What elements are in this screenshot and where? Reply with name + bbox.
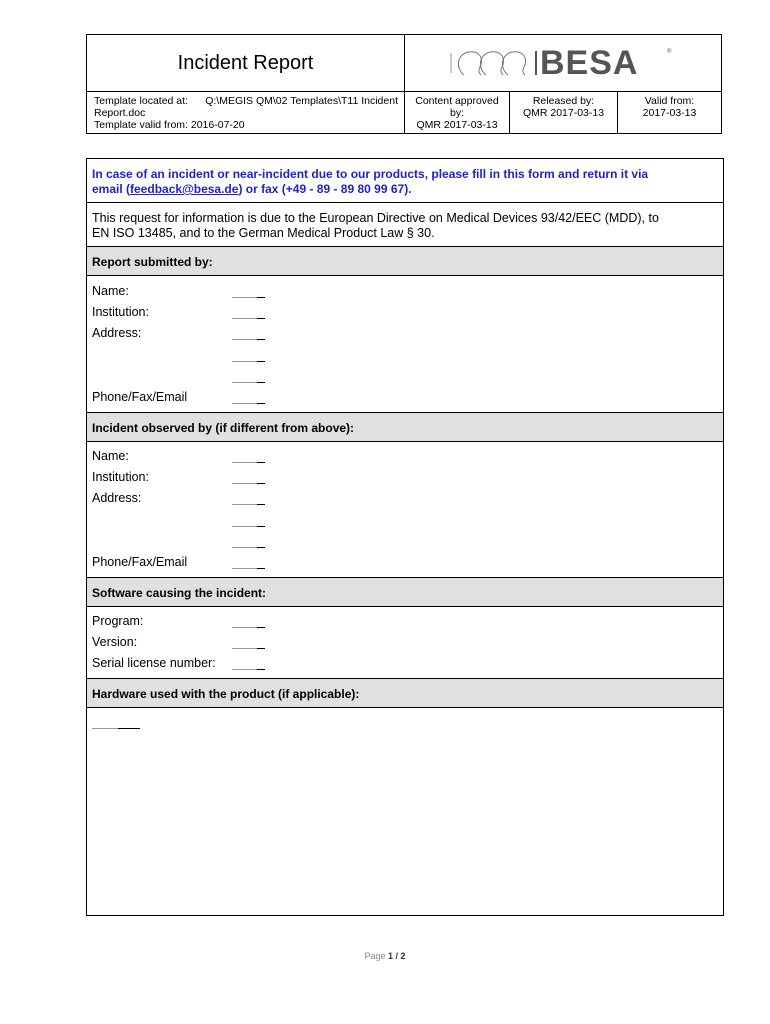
page-label: Page	[364, 951, 386, 961]
valid-value: 2017-03-13	[642, 107, 697, 119]
submitted-address-field-1[interactable]	[232, 332, 265, 340]
software-program-field[interactable]	[232, 620, 265, 628]
feedback-email-link[interactable]: feedback@besa.de	[130, 182, 239, 196]
head-silhouettes-icon	[450, 47, 540, 79]
released-label: Released by:	[532, 95, 595, 107]
fax-number: ) or fax (+49 - 89 - 89 80 99 67).	[238, 182, 412, 196]
section-heading-software: Software causing the incident:	[87, 578, 723, 607]
section-heading-hardware: Hardware used with the product (if applicable):	[87, 679, 723, 708]
software-version-label: Version:	[92, 635, 138, 649]
observed-phone-field[interactable]	[232, 561, 265, 569]
submitted-name-label: Name:	[92, 284, 129, 298]
software-serial-label: Serial license number:	[92, 656, 216, 670]
submitted-address-label: Address:	[92, 326, 142, 340]
submitted-address-field-3[interactable]	[232, 375, 265, 383]
instructions-line2	[92, 182, 723, 197]
page-number: 1 / 2	[388, 951, 406, 961]
submitted-address-field-2[interactable]	[232, 354, 265, 362]
registered-mark: ®	[667, 49, 672, 55]
document-title: Incident Report	[87, 35, 405, 92]
instructions-line1: In case of an incident or near-incident due to our products, please fill in this form and return it via	[92, 167, 649, 181]
observed-institution-field[interactable]	[232, 476, 265, 484]
valid-label: Valid from:	[644, 95, 695, 107]
observed-phone-label: Phone/Fax/Email	[92, 555, 188, 569]
template-location-cell	[87, 92, 405, 133]
email-prefix: email (	[92, 182, 131, 196]
software-program-label: Program:	[92, 614, 144, 628]
observed-address-field-3[interactable]	[232, 540, 265, 548]
besa-logo	[405, 35, 721, 92]
document-header	[86, 34, 722, 134]
legal-notice	[87, 203, 723, 247]
approved-label-by: by:	[449, 107, 464, 119]
submitted-name-field[interactable]	[232, 290, 265, 298]
observed-institution-label: Institution:	[92, 470, 149, 484]
submitted-institution-field[interactable]	[232, 311, 265, 319]
approved-value: QMR 2017-03-13	[416, 119, 498, 131]
observed-address-label: Address:	[92, 491, 142, 505]
hardware-description-field[interactable]	[92, 721, 140, 729]
template-valid-from: Template valid from: 2016-07-20	[94, 119, 245, 131]
released-by-cell	[510, 92, 618, 133]
submitted-phone-field[interactable]	[232, 396, 265, 404]
submitted-phone-label: Phone/Fax/Email	[92, 390, 188, 404]
observed-address-field-1[interactable]	[232, 497, 265, 505]
incident-form	[86, 158, 724, 916]
submitted-institution-label: Institution:	[92, 305, 149, 319]
software-version-field[interactable]	[232, 641, 265, 649]
legal-line2: EN ISO 13485, and to the German Medical Product Law § 30.	[92, 226, 435, 240]
observed-name-label: Name:	[92, 449, 129, 463]
approved-label: Content approved	[415, 95, 499, 107]
section-heading-submitted: Report submitted by:	[87, 247, 723, 276]
legal-line1: This request for information is due to the European Directive on Medical Devices 93/42/EEC (MDD), to	[92, 211, 659, 225]
instructions-notice	[87, 159, 723, 203]
logo-wordmark: BESA	[540, 44, 639, 82]
template-location-label: Template located at:	[94, 95, 188, 107]
section-heading-observed: Incident observed by (if different from above):	[87, 413, 723, 442]
page-footer	[0, 951, 770, 961]
template-path: Q:\MEGIS QM\02 Templates\T11 Incident	[205, 95, 398, 107]
valid-from-cell	[618, 92, 721, 133]
template-file: Report.doc	[94, 107, 146, 119]
software-serial-field[interactable]	[232, 662, 265, 670]
released-value: QMR 2017-03-13	[522, 107, 605, 119]
observed-address-field-2[interactable]	[232, 519, 265, 527]
content-approved-cell	[405, 92, 510, 133]
observed-name-field[interactable]	[232, 455, 265, 463]
